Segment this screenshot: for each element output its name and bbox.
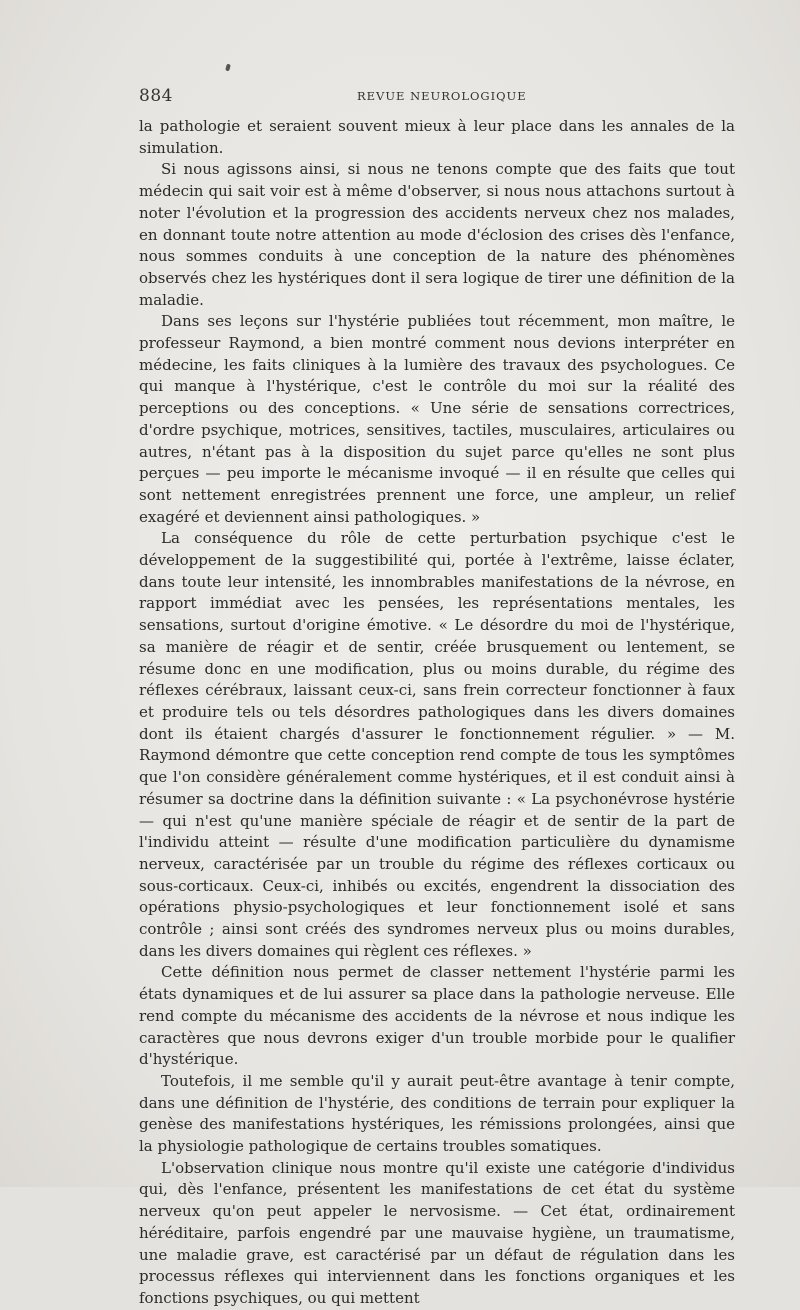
article-body bbox=[139, 116, 735, 1310]
ink-speck bbox=[225, 64, 231, 72]
paragraph: L'observation clinique nous montre qu'il existe une catégorie d'individus qui, dès l'enfance, présentent les manifestations de cet état du système nerveux qu'on peut appeler le nervosisme. — Cet état, ordinairement héréditaire, parfois engendré par une mauvaise hygiène, un traumatisme, une maladie grave, est caractérisé par un défaut de régulation dans les processus réflexes qui interviennent dans les fonctions organiques et les fonctions psychiques, ou qui mettent bbox=[139, 1158, 735, 1307]
paragraph: La conséquence du rôle de cette perturbation psychique c'est le développement de la suggestibilité qui, portée à l'extrême, laisse éclater, dans toute leur intensité, les innombrables manifestations de la névrose, en rapport immédiat avec les pensées, les représentations mentales, les sensations, surtout d'origine émotive. « Le désordre du moi de l'hystérique, sa manière de réagir et de sentir, créée brusquement ou lentement, se résume donc en une modification, plus ou moins durable, du régime des réflexes cérébraux, laissant ceux-ci, sans frein correcteur fonctionner à faux et produire tels ou tels désordres pathologiques dans les divers domaines dont ils étaient chargés d'assurer le fonctionnement régulier. » — M. Raymond démontre que cette conception rend compte de tous les symptômes que l'on considère généralement comme hystériques, et il est conduit ainsi à résumer sa doctrine dans la définition suivante : « La psychonévrose hystérie — qui n'est qu'une manière spéciale de réagir et de sentir de la part de l'individu atteint — résulte d'une modification particulière du dynamisme nerveux, caractérisée par un trouble du régime des réflexes corticaux ou sous-corticaux. Ceux-ci, inhibés ou excités, engendrent la dissociation des opérations physio-psychologiques et leur fonctionnement isolé et sans contrôle ; ainsi sont créés des syndromes nerveux plus ou moins durables, dans les divers domaines qui règlent ces réflexes. » bbox=[139, 529, 735, 960]
paragraph: Si nous agissons ainsi, si nous ne tenons compte que des faits que tout médecin qui sait voir est à même d'observer, si nous nous attachons surtout à noter l'évolution et la progression des accidents nerveux chez nos malades, en donnant toute notre attention au mode d'éclosion des crises dès l'enfance, nous sommes conduits à une conception de la nature des phénomènes observés chez les hystériques dont il sera logique de tirer une définition de la maladie. bbox=[139, 160, 735, 309]
running-title: REVUE NEUROLOGIQUE bbox=[357, 89, 527, 103]
paragraph: Toutefois, il me semble qu'il y aurait peut-être avantage à tenir compte, dans une définition de l'hystérie, des conditions de terrain pour expliquer la genèse des manifestations hystériques, les rémissions prolongées, ainsi que la physiologie pathologique de certains troubles somatiques. bbox=[139, 1071, 735, 1156]
paragraph: Cette définition nous permet de classer nettement l'hystérie parmi les états dynamiques et de lui assurer sa place dans la pathologie nerveuse. Elle rend compte du mécanisme des accidents de la névrose et nous indique les caractères que nous devrons exiger d'un trouble morbide pour le qualifier d'hystérique. bbox=[139, 963, 735, 1069]
paragraph: Dans ses leçons sur l'hystérie publiées tout récemment, mon maître, le professeur Raymond, a bien montré comment nous devions interpréter en médecine, les faits cliniques à la lumière des travaux des psychologues. Ce qui manque à l'hystérique, c'est le contrôle du moi sur la réalité des perceptions ou des conceptions. « Une série de sensations correctrices, d'ordre psychique, motrices, sensitives, tactiles, musculaires, articulaires ou autres, n'étant pas à la disposition du sujet parce qu'elles ne sont plus perçues — peu importe le mécanisme invoqué — il en résulte que celles qui sont nettement enregistrées prennent une force, une ampleur, un relief exagéré et deviennent ainsi pathologiques. » bbox=[139, 312, 735, 526]
page-header bbox=[139, 86, 735, 106]
paragraph-continued: la pathologie et seraient souvent mieux à leur place dans les annales de la simulation. bbox=[139, 117, 735, 157]
page-number: 884 bbox=[139, 86, 173, 106]
